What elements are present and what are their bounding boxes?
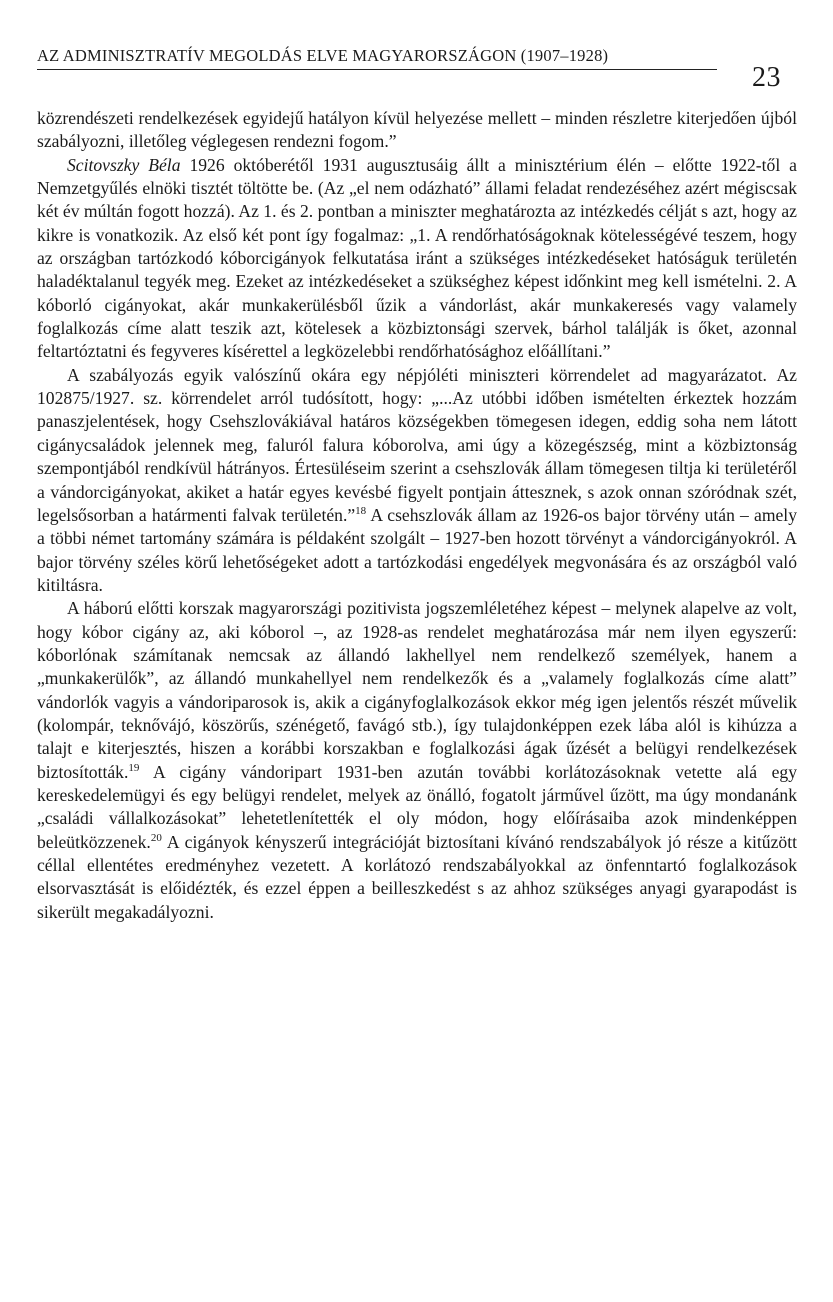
paragraph-1: közrendészeti rendelkezések egyidejű hatályon kívül helyezése mellett – minden részletre kiterjedően újból szabályozni, illetőleg véglegesen rendezni fogom.”	[37, 108, 797, 152]
footnote-ref-18: 18	[355, 504, 367, 517]
page-number: 23	[752, 62, 781, 93]
body-text	[37, 107, 797, 924]
footnote-ref-20: 20	[150, 831, 162, 844]
paragraph-4-text-a: A háború előtti korszak magyarországi pozitivista jogszemléletéhez képest – melynek alapelve az volt, hogy kóbor cigány az, aki kóborol –, az 1928-as rendelet meghatározása már nem ilyen egyszerű: kóborlónak számítanak nemcsak az állandó lakhellyel nem rendelkező személyek, hanem a „munkakerülők”, az állandó munkahellyel nem rendelkezők és a „valamely foglalkozás címe alatt” vándorlók vagyis a vándoriparosok is, akik a cigányfoglalkozások ekkor még igen jelentős részét művelik (kolompár, teknővájó, köszörűs, szénégető, favágó stb.), így tulajdonképpen ezek lába alól is kihúzza a talajt e kiterjesztés, hiszen a korábbi korszakban e foglalkozási ágak űzését a belügyi rendelkezések biztosították.	[37, 598, 797, 782]
paragraph-4	[37, 597, 797, 924]
paragraph-3-text-b: A csehszlovák állam az 1926-os bajor törvény után – amely a többi német tartomány számára is példaként szolgált – 1927-ben hozott törvényt a vándorcigányokról. A bajor törvény széles körű lehetőségeket adott a tartózkodási engedélyek megvonására és az országból való kitiltásra.	[37, 504, 797, 595]
running-header: AZ ADMINISZTRATÍV MEGOLDÁS ELVE MAGYARORSZÁGON (1907–1928)	[37, 46, 717, 70]
paragraph-4-text-b: A cigány vándoripart 1931-ben azután további korlátozásoknak vetette alá egy kereskedelemügyi és egy belügyi rendelet, melyek az önálló, fogatolt járművel űzött, ma úgy mondanánk „családi vállalkozásokat” lehetetlenítették el oly módon, hogy előírásaiba azok mindenképpen beleütközzenek.	[37, 761, 797, 852]
paragraph-2	[37, 154, 797, 364]
person-name: Scitovszky Béla	[67, 154, 181, 175]
paragraph-4-text-c: A cigányok kényszerű integrációját biztosítani kívánó rendszabályok jó része a kitűzött céllal ellentétes eredményhez vezetett. A korlátozó rendszabályokkal az önfenntartó foglalkozások elsorvasztását is előidézték, és ezzel éppen a beilleszkedést s az ahhoz szükséges anyagi gyarapodást is sikerült megakadályozni.	[37, 831, 797, 922]
paragraph-3	[37, 364, 797, 597]
paragraph-3-text-a: A szabályozás egyik valószínű okára egy népjóléti miniszteri körrendelet ad magyarázatot. Az 102875/1927. sz. körrendelet arról tudósított, hogy: „...Az utóbbi időben ismételten érkeztek hozzám panaszjelentések, hogy Csehszlovákiával határos községekben tömegesen idegen, eddig soha nem látott cigánycsaládok jelennek meg, faluról falura kóborolva, ami úgy a közegészség, mint a közbiztonság szempontjából rendkívül hátrányos. Értesüléseim szerint a csehszlovák állam tömegesen tiltja ki területéről a vándorcigányokat, akiket a határ egyes kevésbé figyelt pontjain áttesznek, s azok onnan szóródnak szét, legelsősorban a határmenti falvak területén.”	[37, 364, 797, 525]
footnote-ref-19: 19	[128, 761, 140, 774]
paragraph-2-text: 1926 októberétől 1931 augusztusáig állt a minisztérium élén – előtte 1922-től a Nemzetgyűlés elnöki tisztét töltötte be. (Az „el nem odázható” állami feladat rendezéséhez azért mégiscsak két év múltán fogott hozzá). Az 1. és 2. pontban a miniszter meghatározta az intézkedés célját s azt, hogy az kikre is vonatkozik. Az első két pont így fogalmaz: „1. A rendőrhatóságoknak kötelességévé teszem, hogy az országban tartózkodó kóborcigányok felkutatása iránt a szükséges intézkedéseket hatóságuk területén haladéktalanul tegyék meg. Ezeket az intézkedéseket a szükséghez képest időnkint meg kell ismételni. 2. A kóborló cigányokat, akár munkakerülésből űzik a vándorlást, akár munkakeresés vagy valamely foglalkozás címe alatt teszik azt, kötelesek a közbiztonsági szervek, bárhol találják is őket, azonnal feltartóztatni és fegyveres kísérettel a legközelebbi rendőrhatósághoz előállítani.”	[37, 154, 797, 362]
